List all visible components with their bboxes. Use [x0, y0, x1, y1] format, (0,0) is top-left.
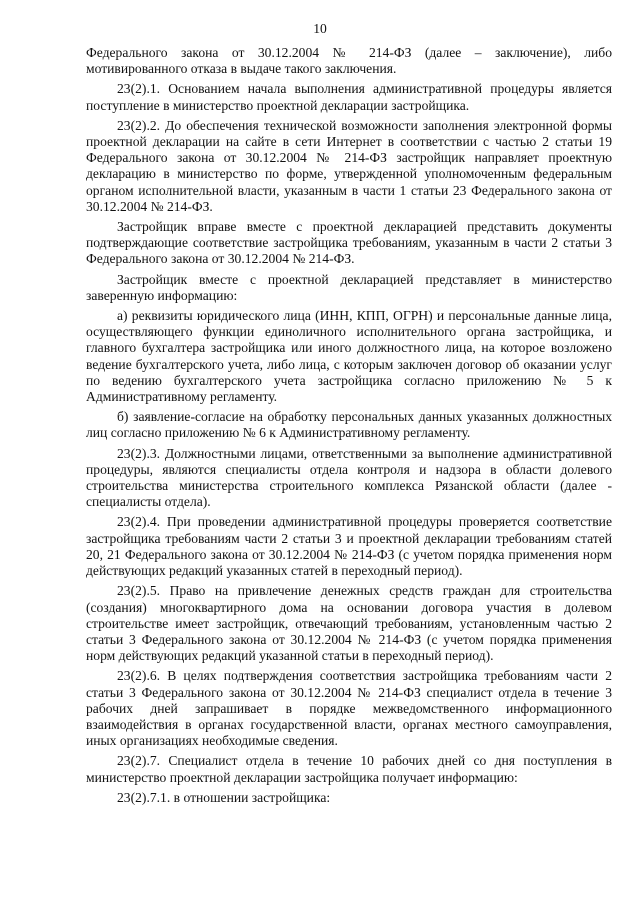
paragraph-certified-info: Застройщик вместе с проектной декларацией представляет в министерство заверенную информацию:: [86, 271, 612, 303]
paragraph-23-2-3: 23(2).3. Должностными лицами, ответственными за выполнение административной процедуры, являются специалисты отдела контроля и надзора в области долевого строительства министерства строительного комплекса Рязанской области (далее - специалисты отдела).: [86, 445, 612, 510]
paragraph-23-2-7-1: 23(2).7.1. в отношении застройщика:: [117, 789, 331, 805]
paragraph-23-2-5: 23(2).5. Право на привлечение денежных средств граждан для строительства (создания) многоквартирного дома на основании договора участия в долевом строительстве имеет застройщик, отвечающий требованиям, установленным частью 2 статьи 3 Федерального закона от 30.12.2004 № 214-ФЗ (с учетом порядка применения норм действующих редакций указанной статьи в переходный период).: [86, 583, 612, 664]
paragraph-23-2-1: 23(2).1. Основанием начала выполнения административной процедуры является поступление в министерство проектной декларации застройщика.: [86, 81, 612, 113]
page-number: 10: [313, 21, 327, 36]
paragraph-documents-right: Застройщик вправе вместе с проектной декларацией представить документы подтверждающие соответствие застройщика требованиям, указанным в части 2 статьи 3 Федерального закона от 30.12.2004 № 214-ФЗ.: [86, 219, 612, 267]
paragraph-23-2-4: 23(2).4. При проведении административной процедуры проверяется соответствие застройщика требованиям части 2 статьи 3 и проектной декларации требованиям статей 20, 21 Федерального закона от 30.12.2004 № 214-ФЗ (с учетом порядка применения норм действующих редакций указанных статей в переходный период).: [86, 514, 612, 579]
paragraph-item-b: б) заявление-согласие на обработку персональных данных указанных должностных лиц согласно приложению № 6 к Административному регламенту.: [86, 409, 612, 441]
paragraph-continuation: Федерального закона от 30.12.2004 № 214-ФЗ (далее – заключение), либо мотивированного отказа в выдаче такого заключения.: [86, 45, 612, 77]
paragraph-23-2-7: 23(2).7. Специалист отдела в течение 10 рабочих дней со дня поступления в министерство проектной декларации застройщика получает информацию:: [86, 753, 612, 785]
paragraph-23-2-6: 23(2).6. В целях подтверждения соответствия застройщика требованиям части 2 статьи 3 Федерального закона от 30.12.2004 № 214-ФЗ специалист отдела в течение 3 рабочих дней запрашивает в порядке межведомственного информационного взаимодействия в органах государственной власти, органах местного самоуправления, иных организациях необходимые сведения.: [86, 668, 612, 749]
paragraph-item-a: а) реквизиты юридического лица (ИНН, КПП, ОГРН) и персональные данные лица, осуществляющего функции единоличного исполнительного органа застройщика, и главного бухгалтера застройщика или иного должностного лица, на которое возложено ведение бухгалтерского учета, либо лица, с которым заключен договор об оказании услуг по ведению бухгалтерского учета застройщика согласно приложению № 5 к Административному регламенту.: [86, 308, 612, 405]
document-body: [86, 45, 612, 808]
paragraph-23-2-2: 23(2).2. До обеспечения технической возможности заполнения электронной формы проектной декларации на сайте в сети Интернет в соответствии с частью 2 статьи 19 Федерального закона от 30.12.2004 № 214-ФЗ застройщик направляет проектную декларацию в министерство по форме, утвержденной уполномоченным федеральным органом исполнительной власти, указанным в части 1 статьи 23 Федерального закона от 30.12.2004 № 214-ФЗ.: [86, 117, 612, 214]
